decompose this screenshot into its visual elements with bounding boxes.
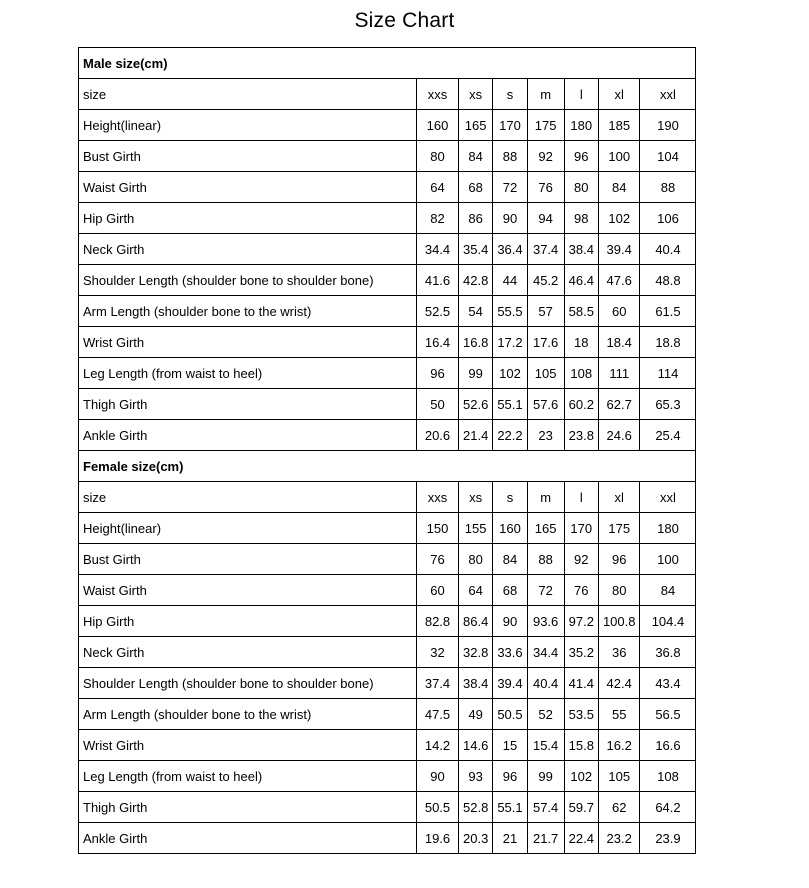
measurement-value: 40.4 <box>527 668 564 699</box>
measurement-value: 100 <box>598 141 640 172</box>
measurement-value: 21 <box>493 823 527 854</box>
size-header-row <box>79 482 696 513</box>
measurement-value: 80 <box>459 544 493 575</box>
size-chart-table <box>78 47 696 854</box>
measurement-value: 57.4 <box>527 792 564 823</box>
measurement-value: 34.4 <box>527 637 564 668</box>
measurement-value: 20.6 <box>417 420 459 451</box>
measurement-value: 90 <box>493 203 527 234</box>
measurement-value: 60 <box>598 296 640 327</box>
measurement-value: 68 <box>493 575 527 606</box>
measurement-value: 38.4 <box>459 668 493 699</box>
measurement-value: 36 <box>598 637 640 668</box>
measurement-value: 104.4 <box>640 606 696 637</box>
measurement-label: Arm Length (shoulder bone to the wrist) <box>79 699 417 730</box>
measurement-value: 88 <box>527 544 564 575</box>
measurement-label: Neck Girth <box>79 637 417 668</box>
measurement-value: 106 <box>640 203 696 234</box>
measurement-value: 50.5 <box>417 792 459 823</box>
measurement-row <box>79 203 696 234</box>
measurement-value: 61.5 <box>640 296 696 327</box>
measurement-row <box>79 327 696 358</box>
measurement-label: Wrist Girth <box>79 730 417 761</box>
measurement-value: 99 <box>459 358 493 389</box>
measurement-value: 42.8 <box>459 265 493 296</box>
measurement-value: 93.6 <box>527 606 564 637</box>
measurement-value: 41.6 <box>417 265 459 296</box>
measurement-value: 50.5 <box>493 699 527 730</box>
measurement-row <box>79 513 696 544</box>
measurement-value: 21.4 <box>459 420 493 451</box>
size-column-header: l <box>564 482 598 513</box>
measurement-value: 20.3 <box>459 823 493 854</box>
measurement-label: Leg Length (from waist to heel) <box>79 358 417 389</box>
measurement-value: 23.9 <box>640 823 696 854</box>
measurement-value: 170 <box>564 513 598 544</box>
measurement-value: 36.8 <box>640 637 696 668</box>
measurement-value: 45.2 <box>527 265 564 296</box>
measurement-label: Hip Girth <box>79 606 417 637</box>
measurement-value: 82 <box>417 203 459 234</box>
measurement-value: 150 <box>417 513 459 544</box>
measurement-value: 105 <box>527 358 564 389</box>
measurement-value: 102 <box>564 761 598 792</box>
measurement-label: Height(linear) <box>79 110 417 141</box>
measurement-value: 41.4 <box>564 668 598 699</box>
measurement-value: 160 <box>493 513 527 544</box>
measurement-value: 47.6 <box>598 265 640 296</box>
measurement-label: Height(linear) <box>79 513 417 544</box>
measurement-row <box>79 544 696 575</box>
measurement-value: 62 <box>598 792 640 823</box>
measurement-value: 22.2 <box>493 420 527 451</box>
measurement-value: 84 <box>640 575 696 606</box>
measurement-value: 160 <box>417 110 459 141</box>
measurement-value: 43.4 <box>640 668 696 699</box>
measurement-row <box>79 575 696 606</box>
measurement-value: 64 <box>459 575 493 606</box>
measurement-value: 39.4 <box>493 668 527 699</box>
measurement-row <box>79 792 696 823</box>
measurement-value: 17.6 <box>527 327 564 358</box>
measurement-value: 52.8 <box>459 792 493 823</box>
measurement-value: 64.2 <box>640 792 696 823</box>
measurement-row <box>79 110 696 141</box>
measurement-value: 24.6 <box>598 420 640 451</box>
measurement-value: 114 <box>640 358 696 389</box>
measurement-value: 90 <box>493 606 527 637</box>
measurement-value: 14.6 <box>459 730 493 761</box>
size-header-label: size <box>79 482 417 513</box>
measurement-value: 48.8 <box>640 265 696 296</box>
measurement-value: 100.8 <box>598 606 640 637</box>
measurement-value: 34.4 <box>417 234 459 265</box>
measurement-label: Wrist Girth <box>79 327 417 358</box>
measurement-value: 86.4 <box>459 606 493 637</box>
measurement-value: 18.8 <box>640 327 696 358</box>
measurement-value: 64 <box>417 172 459 203</box>
measurement-value: 56.5 <box>640 699 696 730</box>
measurement-value: 80 <box>417 141 459 172</box>
measurement-row <box>79 637 696 668</box>
measurement-value: 18.4 <box>598 327 640 358</box>
size-column-header: s <box>493 482 527 513</box>
measurement-value: 15.8 <box>564 730 598 761</box>
measurement-value: 76 <box>417 544 459 575</box>
size-column-header: xl <box>598 79 640 110</box>
measurement-value: 37.4 <box>417 668 459 699</box>
measurement-label: Shoulder Length (shoulder bone to shoulder bone) <box>79 668 417 699</box>
size-column-header: xxs <box>417 482 459 513</box>
measurement-label: Ankle Girth <box>79 420 417 451</box>
measurement-value: 108 <box>640 761 696 792</box>
measurement-value: 84 <box>459 141 493 172</box>
measurement-value: 52.6 <box>459 389 493 420</box>
size-header-row <box>79 79 696 110</box>
measurement-value: 76 <box>564 575 598 606</box>
measurement-value: 14.2 <box>417 730 459 761</box>
measurement-value: 18 <box>564 327 598 358</box>
measurement-value: 93 <box>459 761 493 792</box>
measurement-value: 105 <box>598 761 640 792</box>
measurement-value: 175 <box>527 110 564 141</box>
measurement-value: 58.5 <box>564 296 598 327</box>
measurement-value: 16.6 <box>640 730 696 761</box>
size-column-header: xxs <box>417 79 459 110</box>
measurement-row <box>79 823 696 854</box>
measurement-value: 22.4 <box>564 823 598 854</box>
measurement-value: 88 <box>493 141 527 172</box>
measurement-value: 96 <box>598 544 640 575</box>
measurement-label: Waist Girth <box>79 172 417 203</box>
measurement-value: 92 <box>527 141 564 172</box>
measurement-value: 35.4 <box>459 234 493 265</box>
measurement-value: 98 <box>564 203 598 234</box>
size-column-header: m <box>527 79 564 110</box>
measurement-value: 102 <box>598 203 640 234</box>
size-tables-body <box>79 48 696 854</box>
section-title-row <box>79 451 696 482</box>
measurement-value: 65.3 <box>640 389 696 420</box>
measurement-label: Thigh Girth <box>79 389 417 420</box>
measurement-value: 15.4 <box>527 730 564 761</box>
measurement-value: 42.4 <box>598 668 640 699</box>
measurement-value: 72 <box>527 575 564 606</box>
measurement-value: 165 <box>459 110 493 141</box>
measurement-value: 185 <box>598 110 640 141</box>
measurement-value: 25.4 <box>640 420 696 451</box>
section-title-row <box>79 48 696 79</box>
measurement-value: 16.8 <box>459 327 493 358</box>
measurement-row <box>79 420 696 451</box>
measurement-value: 180 <box>640 513 696 544</box>
measurement-value: 60 <box>417 575 459 606</box>
measurement-value: 90 <box>417 761 459 792</box>
measurement-value: 155 <box>459 513 493 544</box>
measurement-label: Shoulder Length (shoulder bone to shoulder bone) <box>79 265 417 296</box>
measurement-label: Bust Girth <box>79 544 417 575</box>
measurement-label: Ankle Girth <box>79 823 417 854</box>
measurement-value: 52.5 <box>417 296 459 327</box>
measurement-value: 47.5 <box>417 699 459 730</box>
measurement-value: 190 <box>640 110 696 141</box>
measurement-value: 92 <box>564 544 598 575</box>
measurement-value: 104 <box>640 141 696 172</box>
measurement-value: 35.2 <box>564 637 598 668</box>
measurement-value: 49 <box>459 699 493 730</box>
measurement-value: 54 <box>459 296 493 327</box>
measurement-row <box>79 606 696 637</box>
measurement-label: Waist Girth <box>79 575 417 606</box>
measurement-value: 97.2 <box>564 606 598 637</box>
measurement-value: 99 <box>527 761 564 792</box>
measurement-value: 60.2 <box>564 389 598 420</box>
size-header-label: size <box>79 79 417 110</box>
measurement-row <box>79 358 696 389</box>
measurement-value: 57.6 <box>527 389 564 420</box>
measurement-value: 23.8 <box>564 420 598 451</box>
measurement-row <box>79 141 696 172</box>
measurement-value: 175 <box>598 513 640 544</box>
measurement-row <box>79 172 696 203</box>
measurement-value: 59.7 <box>564 792 598 823</box>
measurement-value: 165 <box>527 513 564 544</box>
measurement-value: 68 <box>459 172 493 203</box>
measurement-label: Thigh Girth <box>79 792 417 823</box>
measurement-value: 23 <box>527 420 564 451</box>
measurement-value: 80 <box>564 172 598 203</box>
measurement-value: 170 <box>493 110 527 141</box>
measurement-value: 32 <box>417 637 459 668</box>
measurement-value: 55.5 <box>493 296 527 327</box>
size-column-header: xxl <box>640 482 696 513</box>
measurement-value: 96 <box>493 761 527 792</box>
measurement-value: 44 <box>493 265 527 296</box>
measurement-value: 82.8 <box>417 606 459 637</box>
measurement-row <box>79 730 696 761</box>
measurement-value: 38.4 <box>564 234 598 265</box>
measurement-row <box>79 699 696 730</box>
size-column-header: xs <box>459 482 493 513</box>
section-title: Male size(cm) <box>79 48 696 79</box>
measurement-value: 50 <box>417 389 459 420</box>
measurement-value: 62.7 <box>598 389 640 420</box>
measurement-value: 84 <box>598 172 640 203</box>
measurement-value: 37.4 <box>527 234 564 265</box>
measurement-label: Hip Girth <box>79 203 417 234</box>
measurement-value: 100 <box>640 544 696 575</box>
measurement-value: 84 <box>493 544 527 575</box>
measurement-row <box>79 296 696 327</box>
measurement-value: 52 <box>527 699 564 730</box>
size-column-header: s <box>493 79 527 110</box>
measurement-value: 96 <box>417 358 459 389</box>
measurement-value: 80 <box>598 575 640 606</box>
measurement-row <box>79 234 696 265</box>
measurement-value: 180 <box>564 110 598 141</box>
measurement-value: 46.4 <box>564 265 598 296</box>
measurement-value: 32.8 <box>459 637 493 668</box>
measurement-value: 102 <box>493 358 527 389</box>
measurement-value: 39.4 <box>598 234 640 265</box>
size-column-header: xxl <box>640 79 696 110</box>
measurement-row <box>79 389 696 420</box>
measurement-value: 53.5 <box>564 699 598 730</box>
measurement-row <box>79 265 696 296</box>
size-column-header: xl <box>598 482 640 513</box>
measurement-row <box>79 668 696 699</box>
measurement-value: 55.1 <box>493 389 527 420</box>
measurement-value: 111 <box>598 358 640 389</box>
measurement-value: 21.7 <box>527 823 564 854</box>
measurement-label: Neck Girth <box>79 234 417 265</box>
measurement-row <box>79 761 696 792</box>
measurement-value: 88 <box>640 172 696 203</box>
measurement-value: 19.6 <box>417 823 459 854</box>
measurement-value: 76 <box>527 172 564 203</box>
measurement-value: 86 <box>459 203 493 234</box>
measurement-label: Leg Length (from waist to heel) <box>79 761 417 792</box>
measurement-value: 15 <box>493 730 527 761</box>
section-title: Female size(cm) <box>79 451 696 482</box>
measurement-value: 40.4 <box>640 234 696 265</box>
measurement-value: 16.2 <box>598 730 640 761</box>
measurement-value: 16.4 <box>417 327 459 358</box>
measurement-value: 55.1 <box>493 792 527 823</box>
measurement-value: 57 <box>527 296 564 327</box>
size-column-header: l <box>564 79 598 110</box>
page-title: Size Chart <box>354 9 455 32</box>
measurement-label: Bust Girth <box>79 141 417 172</box>
size-column-header: m <box>527 482 564 513</box>
measurement-label: Arm Length (shoulder bone to the wrist) <box>79 296 417 327</box>
measurement-value: 17.2 <box>493 327 527 358</box>
measurement-value: 55 <box>598 699 640 730</box>
size-column-header: xs <box>459 79 493 110</box>
measurement-value: 94 <box>527 203 564 234</box>
measurement-value: 36.4 <box>493 234 527 265</box>
measurement-value: 108 <box>564 358 598 389</box>
measurement-value: 96 <box>564 141 598 172</box>
measurement-value: 72 <box>493 172 527 203</box>
measurement-value: 33.6 <box>493 637 527 668</box>
measurement-value: 23.2 <box>598 823 640 854</box>
